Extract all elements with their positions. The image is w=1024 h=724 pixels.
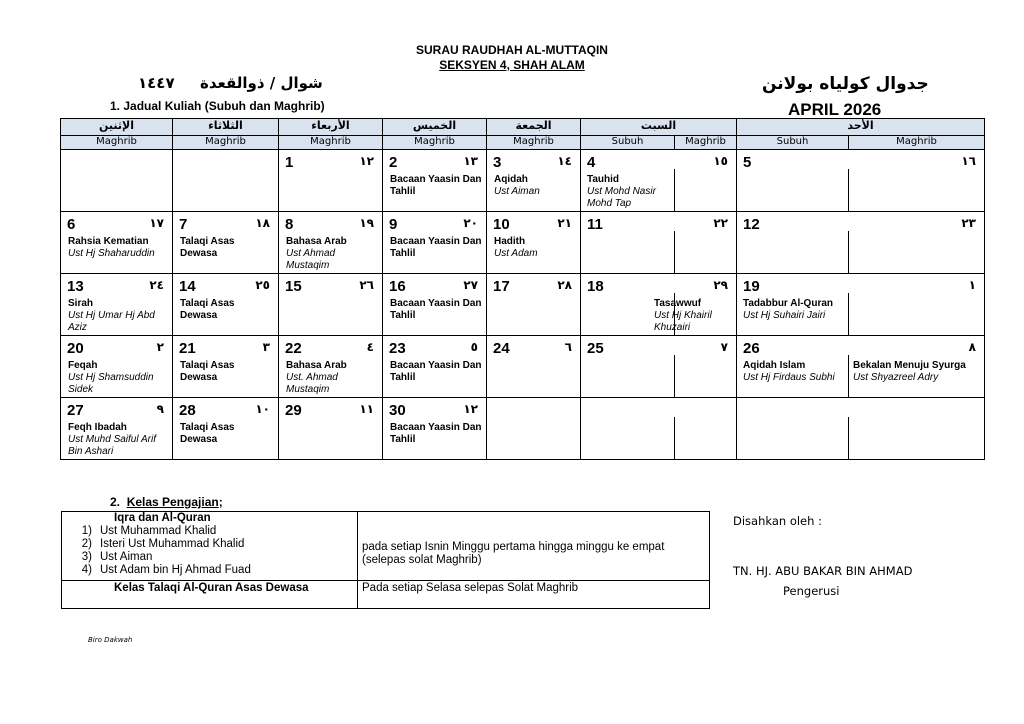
calendar-day-cell <box>581 274 737 336</box>
lecture-speaker: Ust Muhd Saiful Arif Bin Ashari <box>68 434 156 457</box>
calendar-week-row <box>61 336 985 398</box>
hijri-day-number: ٩ <box>156 402 164 416</box>
hijri-day-number: ٣ <box>262 340 270 354</box>
hijri-day-number: ٢٦ <box>359 278 374 292</box>
talaqi-title: Kelas Talaqi Al-Quran Asas Dewasa <box>114 582 309 594</box>
day-number: 23 <box>389 340 406 357</box>
teacher-item: 4) Ust Adam bin Hj Ahmad Fuad <box>81 564 251 576</box>
hijri-day-number: ٢٨ <box>557 278 572 292</box>
lecture-title: Rahsia Kematian <box>68 236 149 247</box>
lecture-event-subuh <box>743 298 844 322</box>
day-number: 4 <box>587 154 596 171</box>
section-2-colon: ; <box>218 495 223 509</box>
calendar-day-cell <box>737 398 985 460</box>
hijri-day-number: ١٦ <box>961 154 976 168</box>
lecture-event <box>180 422 274 446</box>
day-number: 17 <box>493 278 510 295</box>
lecture-event <box>390 298 482 322</box>
calendar-day-cell <box>61 150 173 212</box>
calendar-day-cell <box>383 274 487 336</box>
lecture-title: Aqidah <box>494 174 528 185</box>
calendar-week-row <box>61 274 985 336</box>
lecture-speaker: Ust Shyazreel Adry <box>853 372 939 383</box>
session-header: Maghrib <box>61 136 173 150</box>
lecture-title: Aqidah Islam <box>743 360 806 371</box>
calendar-day-cell <box>61 212 173 274</box>
lecture-event <box>68 422 168 458</box>
day-number: 30 <box>389 402 406 419</box>
hijri-day-number: ١١ <box>359 402 374 416</box>
calendar-day-cell <box>173 150 279 212</box>
classes-table <box>61 511 710 609</box>
calendar-day-cell <box>581 150 737 212</box>
section-2-number: 2. <box>110 495 121 509</box>
hijri-day-number: ٢٣ <box>961 216 976 230</box>
hijri-day-number: ١٠ <box>255 402 270 416</box>
talaqi-row <box>62 581 710 609</box>
calendar-week-row <box>61 150 985 212</box>
hijri-day-number: ٢٩ <box>713 278 728 292</box>
hijri-day-number: ٢ <box>156 340 164 354</box>
lecture-title: Sirah <box>68 298 94 309</box>
calendar-day-cell <box>61 274 173 336</box>
lecture-title: Tauhid <box>587 174 620 185</box>
session-divider <box>848 293 849 335</box>
session-divider <box>674 355 675 397</box>
day-number: 16 <box>389 278 406 295</box>
day-header: الإثنين <box>61 119 173 136</box>
session-header: Maghrib <box>487 136 581 150</box>
section-2-title <box>110 495 223 509</box>
day-number: 21 <box>179 340 196 357</box>
lecture-speaker: Ust Ahmad Mustaqim <box>286 248 336 271</box>
session-divider <box>848 417 849 459</box>
day-header: الثلاثاء <box>173 119 279 136</box>
session-header: Maghrib <box>279 136 383 150</box>
session-divider <box>848 355 849 397</box>
session-divider <box>848 169 849 211</box>
lecture-title: Talaqi Asas Dewasa <box>180 236 235 259</box>
hijri-day-number: ٧ <box>720 340 728 354</box>
chairman-role: Pengerusi <box>783 584 840 598</box>
lecture-title: Talaqi Asas Dewasa <box>180 298 235 321</box>
session-header-row <box>61 136 985 150</box>
teacher-item: 2) Isteri Ust Muhammad Khalid <box>81 538 245 550</box>
session-maghrib: Maghrib <box>896 136 937 147</box>
calendar-day-cell <box>279 212 383 274</box>
hijri-day-number: ١٢ <box>359 154 374 168</box>
calendar-day-cell <box>173 398 279 460</box>
lecture-event <box>68 236 168 260</box>
lecture-event <box>180 360 274 384</box>
lecture-title: Feqh Ibadah <box>68 422 127 433</box>
day-number: 22 <box>285 340 302 357</box>
calendar-day-cell <box>173 336 279 398</box>
lecture-title: Bacaan Yaasin Dan Tahlil <box>390 236 482 259</box>
lecture-speaker: Ust Hj Umar Hj Abd Aziz <box>68 310 155 333</box>
hijri-day-number: ٢٢ <box>713 216 728 230</box>
month-title: APRIL 2026 <box>788 100 882 119</box>
day-number: 15 <box>285 278 302 295</box>
surau-name: SURAU RAUDHAH AL-MUTTAQIN <box>416 43 608 57</box>
session-header: Maghrib <box>383 136 487 150</box>
lecture-title: Tadabbur Al-Quran <box>743 298 833 309</box>
footer-dept: Biro Dakwah <box>88 636 133 644</box>
session-divider <box>674 169 675 211</box>
hijri-day-number: ١٣ <box>463 154 478 168</box>
hijri-months: شوال / ذوالقعدة <box>200 74 323 92</box>
day-header: الأربعاء <box>279 119 383 136</box>
lecture-event <box>494 174 576 198</box>
lecture-title: Bekalan Menuju Syurga <box>853 360 966 371</box>
lecture-event-subuh <box>743 360 844 384</box>
lecture-event <box>180 236 274 260</box>
chairman-name: TN. HJ. ABU BAKAR BIN AHMAD <box>733 564 913 578</box>
lecture-speaker: Ust Hj Shaharuddin <box>68 248 155 259</box>
session-header <box>737 136 985 150</box>
calendar-week-row <box>61 398 985 460</box>
hijri-day-number: ٨ <box>968 340 976 354</box>
day-number: 12 <box>743 216 760 233</box>
day-number: 18 <box>587 278 604 295</box>
hijri-day-number: ١٧ <box>149 216 164 230</box>
approved-by-label: Disahkan oleh : <box>733 514 822 528</box>
day-number: 28 <box>179 402 196 419</box>
calendar-day-cell <box>173 212 279 274</box>
lecture-event <box>390 422 482 446</box>
lecture-title: Talaqi Asas Dewasa <box>180 360 235 383</box>
hijri-year: ١٤٤٧ <box>138 74 175 92</box>
teacher-item: 3) Ust Aiman <box>81 551 153 563</box>
day-number: 25 <box>587 340 604 357</box>
lecture-event <box>68 360 168 396</box>
lecture-speaker: Ust Hj Khairil Khuzairi <box>654 310 712 333</box>
hijri-day-number: ٤ <box>366 340 374 354</box>
calendar-day-cell <box>279 150 383 212</box>
lecture-speaker: Ust Adam <box>494 248 538 259</box>
hijri-day-number: ١٥ <box>713 154 728 168</box>
calendar-day-cell <box>487 212 581 274</box>
lecture-title: Talaqi Asas Dewasa <box>180 422 235 445</box>
lecture-title: Tasawwuf <box>654 298 702 309</box>
calendar-day-cell <box>737 150 985 212</box>
calendar-day-cell <box>173 274 279 336</box>
lecture-title: Bacaan Yaasin Dan Tahlil <box>390 298 482 321</box>
day-number: 6 <box>67 216 76 233</box>
hijri-day-number: ٢٧ <box>463 278 478 292</box>
calendar-day-cell <box>383 336 487 398</box>
day-number: 9 <box>389 216 398 233</box>
lecture-event-subuh <box>587 174 670 210</box>
day-number: 29 <box>285 402 302 419</box>
calendar-day-cell <box>581 212 737 274</box>
lecture-title: Bahasa Arab <box>286 360 347 371</box>
calendar-day-cell <box>737 336 985 398</box>
day-number: 3 <box>493 154 502 171</box>
day-header-row <box>61 119 985 136</box>
lecture-event <box>286 360 378 396</box>
session-divider <box>848 231 849 273</box>
day-number: 26 <box>743 340 760 357</box>
session-header <box>581 136 737 150</box>
lecture-event <box>494 236 576 260</box>
lecture-speaker: Ust Hj Shamsuddin Sidek <box>68 372 154 395</box>
lecture-title: Bahasa Arab <box>286 236 347 247</box>
lecture-event <box>390 360 482 384</box>
day-number: 10 <box>493 216 510 233</box>
lecture-speaker: Ust Mohd Nasir Mohd Tap <box>587 186 656 209</box>
iqra-title: Iqra dan Al-Quran <box>114 512 211 524</box>
day-number: 14 <box>179 278 196 295</box>
hijri-day-number: ١٩ <box>359 216 374 230</box>
hijri-day-number: ٦ <box>564 340 572 354</box>
lecture-speaker: Ust Hj Firdaus Subhi <box>743 372 835 383</box>
calendar-day-cell <box>279 398 383 460</box>
hijri-day-number: ١٤ <box>557 154 572 168</box>
calendar-day-cell <box>487 398 581 460</box>
lecture-speaker: Ust Aiman <box>494 186 540 197</box>
lecture-title: Bacaan Yaasin Dan Tahlil <box>390 422 482 445</box>
day-number: 19 <box>743 278 760 295</box>
lecture-event <box>390 236 482 260</box>
session-subuh: Subuh <box>581 136 675 149</box>
lecture-event-maghrib <box>654 298 716 334</box>
calendar-day-cell <box>61 398 173 460</box>
hijri-day-number: ١٨ <box>255 216 270 230</box>
lecture-title: Bacaan Yaasin Dan Tahlil <box>390 360 482 383</box>
hijri-day-number: ٥ <box>470 340 478 354</box>
calendar-day-cell <box>383 212 487 274</box>
lecture-event <box>180 298 274 322</box>
day-number: 1 <box>285 154 294 171</box>
lecture-event <box>286 236 378 272</box>
talaqi-time: Pada setiap Selasa selepas Solat Maghrib <box>362 582 579 594</box>
calendar-week-row <box>61 212 985 274</box>
hijri-day-number: ١ <box>968 278 976 292</box>
hijri-day-number: ٢٥ <box>255 278 270 292</box>
lecture-title: Hadith <box>494 236 526 247</box>
calendar-day-cell <box>487 336 581 398</box>
day-number: 8 <box>285 216 294 233</box>
teacher-item: 1) Ust Muhammad Khalid <box>81 525 217 537</box>
hijri-day-number: ٢٤ <box>149 278 164 292</box>
calendar-day-cell <box>61 336 173 398</box>
lecture-event <box>390 174 482 198</box>
day-number: 2 <box>389 154 398 171</box>
day-number: 5 <box>743 154 752 171</box>
calendar-day-cell <box>383 150 487 212</box>
hijri-day-number: ١٢ <box>463 402 478 416</box>
calendar-day-cell <box>487 274 581 336</box>
iqra-time: pada setiap Isnin Minggu pertama hingga minggu ke empat (selepas solat Maghrib) <box>362 541 665 566</box>
lecture-speaker: Ust Hj Suhairi Jairi <box>743 310 826 321</box>
day-number: 24 <box>493 340 510 357</box>
calendar-day-cell <box>279 274 383 336</box>
hijri-day-number: ٢١ <box>557 216 572 230</box>
lecture-speaker: Ust. Ahmad Mustaqim <box>286 372 338 395</box>
day-header: الجمعة <box>487 119 581 136</box>
day-header: الخميس <box>383 119 487 136</box>
calendar-day-cell <box>581 398 737 460</box>
day-number: 13 <box>67 278 84 295</box>
day-header: السبت <box>581 119 737 136</box>
jawi-title: جدوال كولياه بولانن <box>762 74 929 94</box>
calendar-day-cell <box>581 336 737 398</box>
day-number: 20 <box>67 340 84 357</box>
surau-location: SEKSYEN 4, SHAH ALAM <box>439 58 585 72</box>
lecture-event <box>68 298 168 334</box>
lecture-event-maghrib <box>853 360 981 384</box>
lecture-title: Bacaan Yaasin Dan Tahlil <box>390 174 482 197</box>
session-subuh: Subuh <box>737 136 849 149</box>
day-number: 27 <box>67 402 84 419</box>
section-1-title: 1. Jadual Kuliah (Subuh dan Maghrib) <box>110 99 325 113</box>
teacher-list <box>66 525 353 577</box>
day-number: 11 <box>587 216 603 233</box>
hijri-day-number: ٢٠ <box>463 216 478 230</box>
session-header: Maghrib <box>173 136 279 150</box>
session-divider <box>674 417 675 459</box>
session-divider <box>674 231 675 273</box>
calendar-day-cell <box>737 212 985 274</box>
calendar-day-cell <box>279 336 383 398</box>
session-maghrib: Maghrib <box>685 136 726 147</box>
day-number: 7 <box>179 216 188 233</box>
calendar-day-cell <box>737 274 985 336</box>
calendar-day-cell <box>487 150 581 212</box>
lecture-title: Feqah <box>68 360 98 371</box>
calendar-day-cell <box>383 398 487 460</box>
day-header: الأحد <box>737 119 985 136</box>
iqra-row <box>62 512 710 581</box>
section-2-label: Kelas Pengajian <box>126 495 219 509</box>
lecture-calendar <box>60 118 985 460</box>
